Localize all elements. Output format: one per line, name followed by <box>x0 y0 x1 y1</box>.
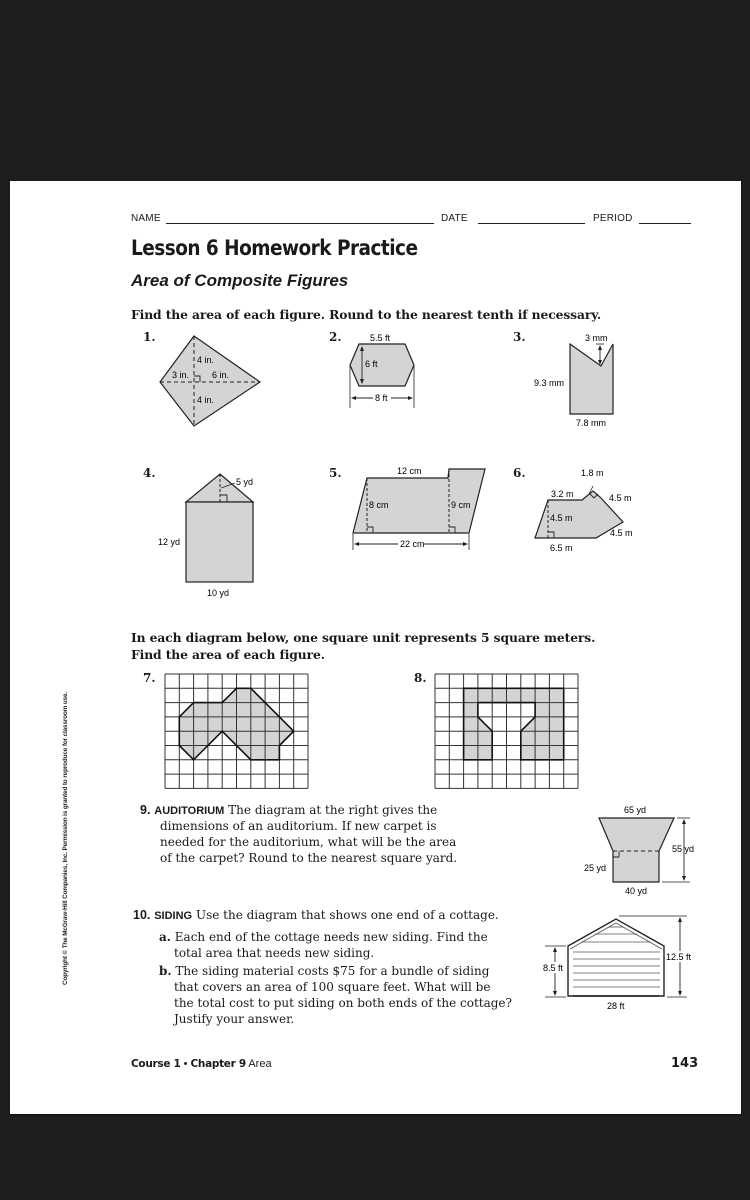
copyright-notice: Copyright © The McGraw-Hill Companies, Inc. Permission is granted to reproduce for classroom use. <box>62 691 69 985</box>
figure-10-cottage <box>535 905 705 1015</box>
figure-9-label-top: 65 yd <box>624 805 647 815</box>
problem-6-number: 6. <box>513 466 526 480</box>
problem-10b-line-2: that covers an area of 100 square feet. What will be <box>174 980 491 994</box>
problem-10 <box>133 908 533 925</box>
figure-7-grid <box>164 673 309 789</box>
figure-4-label-width: 10 yd <box>207 588 230 598</box>
figure-5-label-top: 12 cm <box>397 466 422 476</box>
problem-9-line-4: of the carpet? Round to the nearest square yard. <box>160 851 458 865</box>
date-label: DATE <box>441 213 468 224</box>
figure-5-label-base: 22 cm <box>400 539 425 549</box>
figure-9-label-lower-height: 25 yd <box>584 863 607 873</box>
figure-6-label-slant: 1.8 m <box>581 468 604 478</box>
figure-6-label-lower-right: 4.5 m <box>610 528 633 538</box>
figure-9-auditorium <box>580 800 705 900</box>
name-label: NAME <box>131 213 161 224</box>
figure-4-label-triangle-height: 5 yd <box>236 477 254 487</box>
figure-6-composite-polygon <box>530 460 650 560</box>
problem-8-number: 8. <box>414 671 427 685</box>
problem-10a-line-1: Each end of the cottage needs new siding. Find the <box>174 930 488 944</box>
figure-2-label-height: 6 ft <box>365 359 378 369</box>
problem-2-number: 2. <box>329 330 342 344</box>
figure-1-label-right: 6 in. <box>212 370 230 380</box>
footer-bullet: • <box>183 1058 188 1070</box>
figure-4-house <box>150 460 280 605</box>
problem-9-line-2: dimensions of an auditorium. If new carpet is <box>160 819 437 833</box>
page-subtitle: Area of Composite Figures <box>131 271 349 290</box>
figure-5-composite-parallelogram <box>340 460 490 555</box>
section1-instructions: Find the area of each figure. Round to the nearest tenth if necessary. <box>131 307 602 322</box>
problem-10-number: 10. <box>133 908 151 922</box>
figure-2-label-top: 5.5 ft <box>370 333 391 343</box>
problem-10a <box>159 930 488 946</box>
problem-10-tag: SIDING <box>154 910 193 922</box>
page-number: 143 <box>671 1056 699 1071</box>
footer-topic: Area <box>248 1058 272 1070</box>
figure-1-label-left: 3 in. <box>172 370 190 380</box>
footer-course-info <box>131 1058 272 1070</box>
problem-7-number: 7. <box>143 671 156 685</box>
date-blank[interactable] <box>478 223 585 224</box>
figure-3-notched-rectangle <box>530 330 630 430</box>
problem-3-number: 3. <box>513 330 526 344</box>
figure-1-label-bottom: 4 in. <box>197 395 215 405</box>
problem-9-line-3: needed for the auditorium, what will be the area <box>160 835 457 849</box>
period-label: PERIOD <box>593 213 633 224</box>
figure-2-hexagon <box>330 330 430 410</box>
problem-4-number: 4. <box>143 466 156 480</box>
problem-10b-line-3: the total cost to put siding on both ends of the cottage? <box>174 996 512 1010</box>
figure-9-label-height: 55 yd <box>672 844 695 854</box>
problem-9-tag: AUDITORIUM <box>154 805 225 817</box>
figure-6-label-height: 4.5 m <box>550 513 573 523</box>
footer-chapter: Chapter 9 <box>190 1058 246 1070</box>
figure-4-label-height: 12 yd <box>158 537 181 547</box>
problem-10b-letter: b. <box>159 964 172 978</box>
figure-9-label-bottom: 40 yd <box>625 886 648 896</box>
figure-3-label-width: 7.8 mm <box>576 418 607 428</box>
problem-10b-line-1: The siding material costs $75 for a bundle of siding <box>175 964 490 978</box>
figure-5-label-left-height: 8 cm <box>369 500 389 510</box>
figure-10-label-total-height: 12.5 ft <box>666 952 692 962</box>
problem-9 <box>140 803 560 820</box>
figure-6-label-base: 6.5 m <box>550 543 573 553</box>
figure-1-kite <box>150 330 280 430</box>
problem-10b-line-4: Justify your answer. <box>174 1012 295 1026</box>
figure-10-label-wall-height: 8.5 ft <box>543 963 564 973</box>
problem-5-number: 5. <box>329 466 342 480</box>
figure-1-label-top: 4 in. <box>197 355 215 365</box>
problem-10-intro: Use the diagram that shows one end of a cottage. <box>195 908 499 922</box>
period-blank[interactable] <box>639 223 691 224</box>
figure-10-label-width: 28 ft <box>607 1001 625 1011</box>
figure-2-label-width: 8 ft <box>375 393 388 403</box>
problem-10b <box>159 964 489 980</box>
problem-10a-line-2: total area that needs new siding. <box>174 946 375 960</box>
problem-1-number: 1. <box>143 330 156 344</box>
shaded-figure-fill <box>464 688 564 760</box>
figure-5-label-right-height: 9 cm <box>451 500 471 510</box>
figure-8-grid <box>434 673 579 789</box>
page-title: Lesson 6 Homework Practice <box>131 236 418 260</box>
problem-10a-letter: a. <box>159 930 171 944</box>
section2-instructions-line1: In each diagram below, one square unit represents 5 square meters. <box>131 630 596 645</box>
problem-9-number: 9. <box>140 803 151 817</box>
figure-3-label-height: 9.3 mm <box>534 378 565 388</box>
figure-6-label-top: 3.2 m <box>551 489 574 499</box>
name-blank[interactable] <box>166 223 434 224</box>
figure-6-label-upper-right: 4.5 m <box>609 493 632 503</box>
section2-instructions-line2: Find the area of each figure. <box>131 647 325 662</box>
figure-3-label-notch: 3 mm <box>585 333 608 343</box>
footer-course: Course 1 <box>131 1058 181 1070</box>
problem-9-line-1: The diagram at the right gives the <box>228 803 438 817</box>
